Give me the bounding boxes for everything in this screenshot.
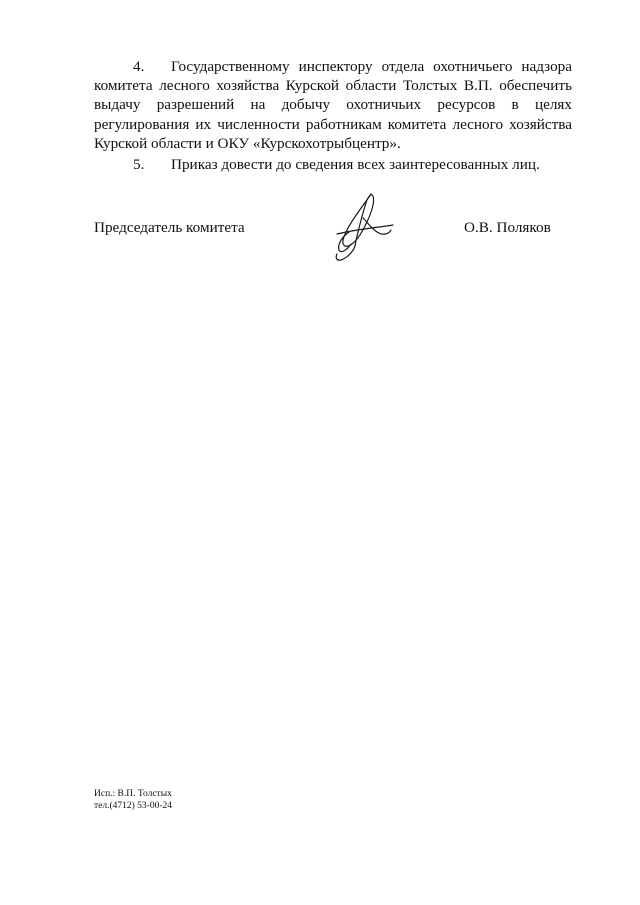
paragraph-text: Государственному инспектору отдела охотничьего надзора комитета лесного хозяйства Курской области Толстых В.П. обеспечить выдачу разрешений на добычу охотничьих ресурсов в целях регулирования их численности работникам комитета лесного хозяйства Курской области и ОКУ «Курскохотрыбцентр». xyxy=(94,58,572,152)
paragraph-text: Приказ довести до сведения всех заинтересованных лиц. xyxy=(171,156,540,174)
signatory-role: Председатель комитета xyxy=(94,219,245,236)
paragraph-number: 4. xyxy=(133,58,145,75)
phone-line: тел.(4712) 53-00-24 xyxy=(94,801,173,811)
executor-line: Исп.: В.П. Толстых xyxy=(94,789,172,799)
handwritten-signature xyxy=(327,188,397,268)
paragraph-4 xyxy=(94,57,572,153)
document-body xyxy=(94,57,572,174)
signatory-name: О.В. Поляков xyxy=(464,219,551,236)
paragraph-5 xyxy=(94,155,572,174)
paragraph-number: 5. xyxy=(133,156,145,174)
executor-footer xyxy=(94,788,172,812)
